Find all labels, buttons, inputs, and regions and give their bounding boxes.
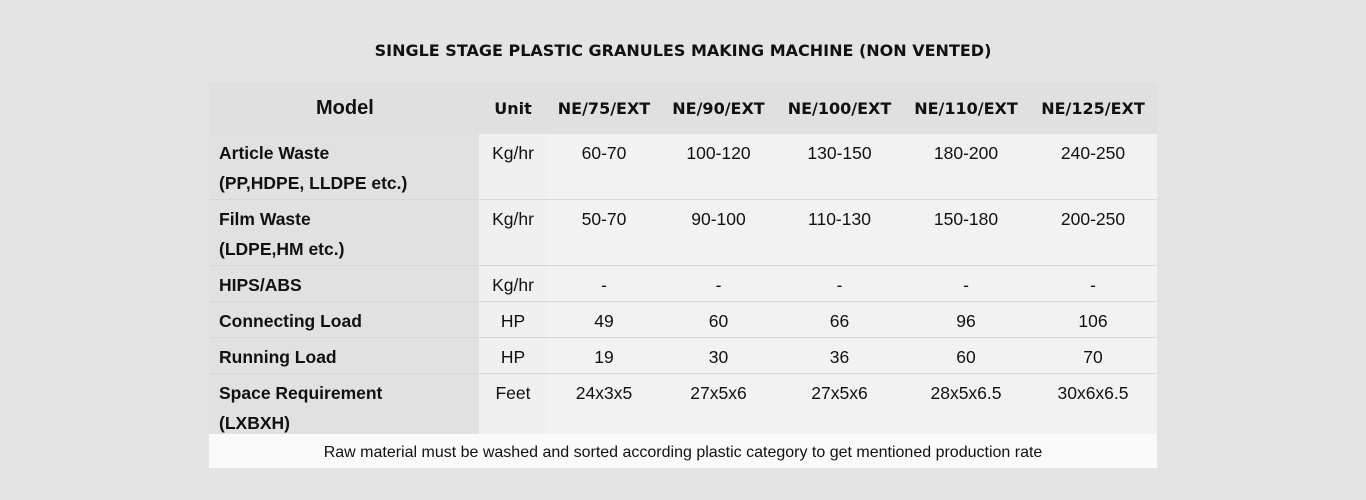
column-header: NE/125/EXT bbox=[1029, 82, 1157, 134]
column-header: NE/100/EXT bbox=[776, 82, 903, 134]
table-row bbox=[209, 374, 1157, 440]
row-label-line: Article Waste bbox=[219, 143, 330, 163]
table-cell: - bbox=[661, 266, 776, 302]
table-cell: 240-250 bbox=[1029, 134, 1157, 200]
unit-cell: Kg/hr bbox=[479, 134, 547, 200]
page-title: SINGLE STAGE PLASTIC GRANULES MAKING MACHINE (NON VENTED) bbox=[374, 41, 992, 60]
table-cell: 180-200 bbox=[903, 134, 1029, 200]
row-label-line: Space Requirement bbox=[219, 383, 383, 403]
table-row bbox=[209, 134, 1157, 200]
table-cell: 70 bbox=[1029, 338, 1157, 374]
footnote: Raw material must be washed and sorted according plastic category to get mentioned production rate bbox=[209, 434, 1157, 468]
table-cell: 36 bbox=[776, 338, 903, 374]
table-cell: 30x6x6.5 bbox=[1029, 374, 1157, 440]
row-label-line: Film Waste bbox=[219, 209, 311, 229]
table-cell: 200-250 bbox=[1029, 200, 1157, 266]
table-cell: 110-130 bbox=[776, 200, 903, 266]
table-row bbox=[209, 302, 1157, 338]
row-label: Connecting Load bbox=[209, 302, 479, 338]
row-label bbox=[209, 374, 479, 440]
row-label bbox=[209, 200, 479, 266]
table-cell: - bbox=[776, 266, 903, 302]
table-cell: 130-150 bbox=[776, 134, 903, 200]
row-label: Running Load bbox=[209, 338, 479, 374]
row-label-line: (PP,HDPE, LLDPE etc.) bbox=[219, 173, 408, 193]
row-label: HIPS/ABS bbox=[209, 266, 479, 302]
table-cell: 50-70 bbox=[547, 200, 661, 266]
table-row bbox=[209, 200, 1157, 266]
table-cell: 49 bbox=[547, 302, 661, 338]
table-cell: 28x5x6.5 bbox=[903, 374, 1029, 440]
table-header-row bbox=[209, 82, 1157, 134]
table-cell: 27x5x6 bbox=[661, 374, 776, 440]
row-label-line: (LXBXH) bbox=[219, 413, 290, 433]
unit-cell: Kg/hr bbox=[479, 200, 547, 266]
column-header: Unit bbox=[479, 82, 547, 134]
unit-cell: Feet bbox=[479, 374, 547, 440]
table-cell: 30 bbox=[661, 338, 776, 374]
table-cell: - bbox=[547, 266, 661, 302]
table-cell: - bbox=[903, 266, 1029, 302]
unit-cell: HP bbox=[479, 338, 547, 374]
table-cell: 96 bbox=[903, 302, 1029, 338]
column-header: NE/90/EXT bbox=[661, 82, 776, 134]
table-cell: 19 bbox=[547, 338, 661, 374]
table-cell: - bbox=[1029, 266, 1157, 302]
table-row bbox=[209, 338, 1157, 374]
row-label-line: (LDPE,HM etc.) bbox=[219, 239, 345, 259]
table-row bbox=[209, 266, 1157, 302]
unit-cell: HP bbox=[479, 302, 547, 338]
table-cell: 90-100 bbox=[661, 200, 776, 266]
row-label bbox=[209, 134, 479, 200]
spec-table bbox=[209, 82, 1157, 439]
table-cell: 106 bbox=[1029, 302, 1157, 338]
column-header: NE/110/EXT bbox=[903, 82, 1029, 134]
table-cell: 66 bbox=[776, 302, 903, 338]
table-cell: 60-70 bbox=[547, 134, 661, 200]
table-cell: 150-180 bbox=[903, 200, 1029, 266]
table-cell: 100-120 bbox=[661, 134, 776, 200]
unit-cell: Kg/hr bbox=[479, 266, 547, 302]
table-cell: 24x3x5 bbox=[547, 374, 661, 440]
column-header: NE/75/EXT bbox=[547, 82, 661, 134]
table-cell: 27x5x6 bbox=[776, 374, 903, 440]
table-cell: 60 bbox=[661, 302, 776, 338]
table-cell: 60 bbox=[903, 338, 1029, 374]
column-header: Model bbox=[209, 82, 479, 134]
